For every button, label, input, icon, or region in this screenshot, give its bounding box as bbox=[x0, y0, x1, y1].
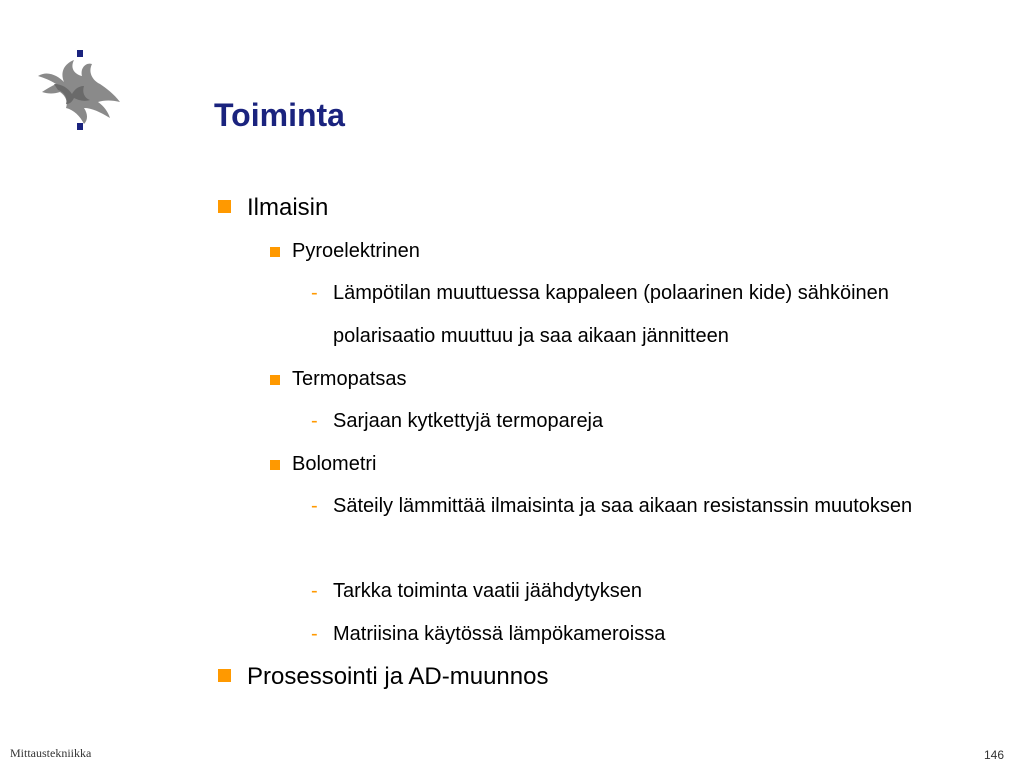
square-bullet-icon bbox=[270, 460, 280, 470]
sub-bullet-text: Termopatsas bbox=[292, 368, 407, 390]
dash-text: Säteily lämmittää ilmaisinta ja saa aikaan resistanssin muutoksen bbox=[333, 495, 913, 517]
dash-bullet: - bbox=[311, 282, 318, 304]
dash-bullet: - bbox=[311, 623, 318, 645]
sub-bullet-text: Bolometri bbox=[292, 453, 377, 475]
university-flame-logo-icon bbox=[34, 50, 126, 136]
page-number: 146 bbox=[983, 748, 1004, 762]
square-bullet-icon bbox=[218, 200, 231, 213]
bullet-text: Ilmaisin bbox=[247, 194, 329, 221]
sub-bullet-text: Pyroelektrinen bbox=[292, 240, 420, 262]
dash-text: Matriisina käytössä lämpökameroissa bbox=[333, 623, 666, 645]
dash-text: Lämpötilan muuttuessa kappaleen (polaarinen kide) sähköinen polarisaatio muuttuu ja saa aikaan jännitteen bbox=[333, 282, 889, 347]
dash-text: Sarjaan kytkettyjä termopareja bbox=[333, 410, 604, 432]
dash-text: Tarkka toiminta vaatii jäähdytyksen bbox=[333, 580, 643, 602]
square-bullet-icon bbox=[270, 375, 280, 385]
dash-bullet: - bbox=[311, 495, 318, 517]
dash-bullet: - bbox=[311, 580, 318, 602]
square-bullet-icon bbox=[218, 669, 231, 682]
slide-title: Toiminta bbox=[214, 97, 345, 133]
bullet-text: Prosessointi ja AD-muunnos bbox=[247, 663, 549, 690]
square-bullet-icon bbox=[270, 247, 280, 257]
dash-bullet: - bbox=[311, 410, 318, 432]
footer-course-name: Mittaustekniikka bbox=[10, 746, 92, 760]
